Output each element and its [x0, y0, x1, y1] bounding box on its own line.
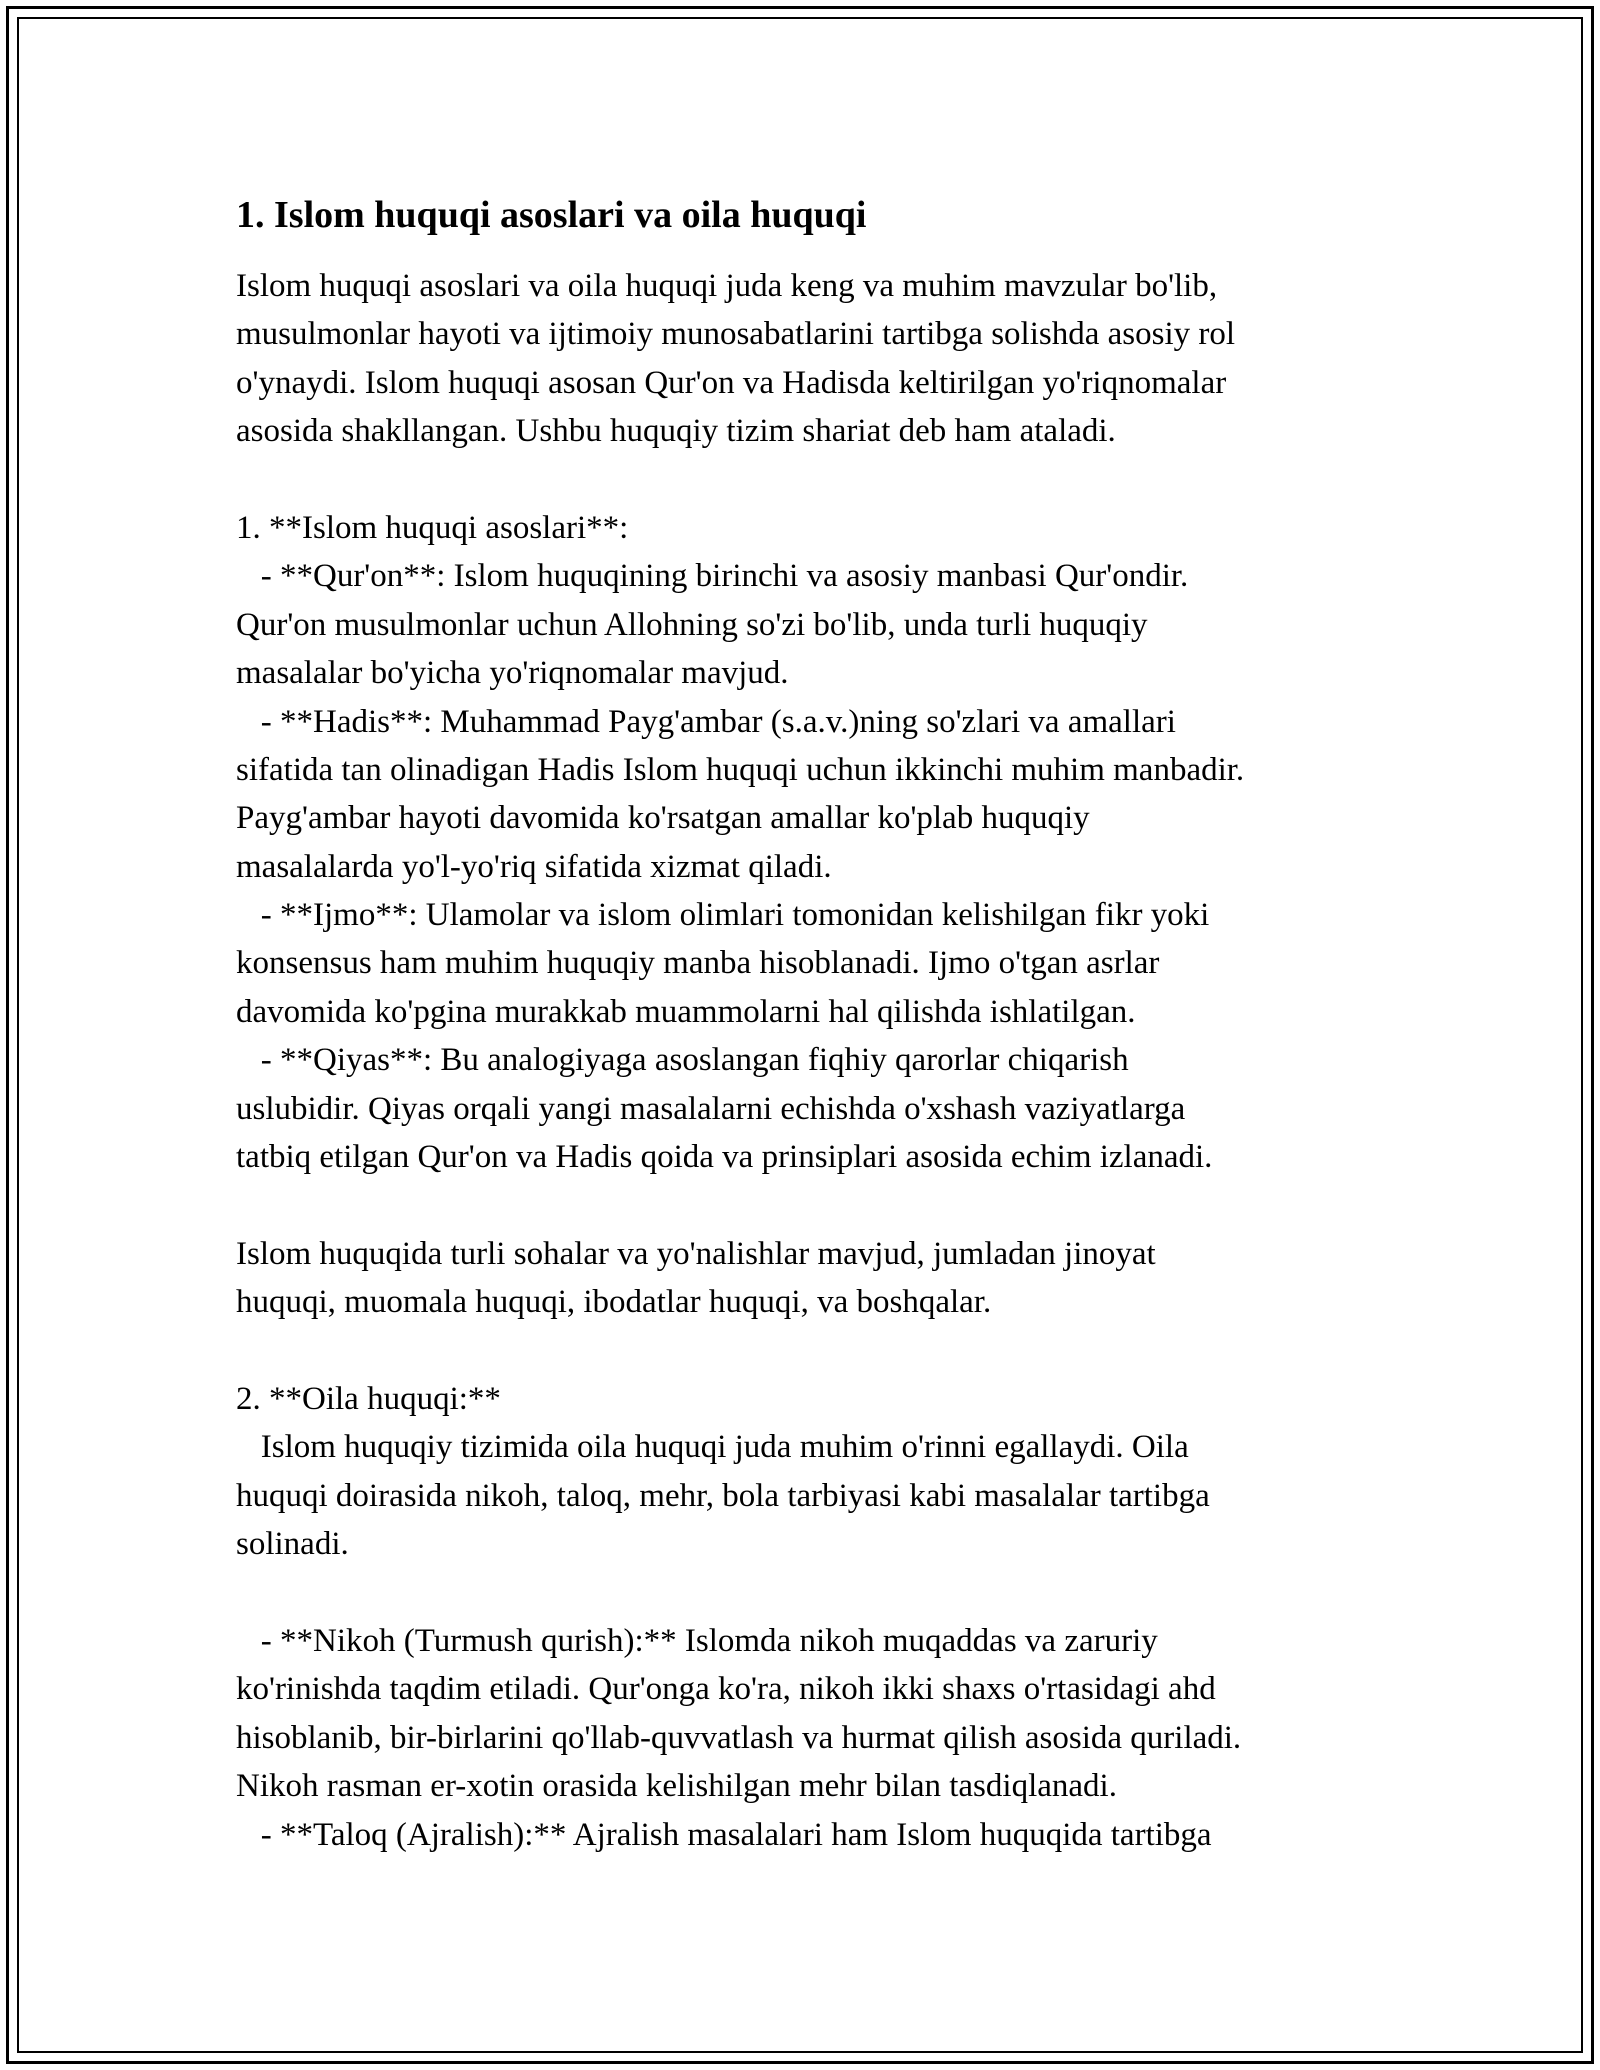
blank-line: [236, 456, 1386, 504]
document-body: [236, 190, 1386, 1859]
text-line: Qur'on musulmonlar uchun Allohning so'zi bo'lib, unda turli huquqiy: [236, 606, 1148, 643]
text-line: ko'rinishda taqdim etiladi. Qur'onga ko'ra, nikoh ikki shaxs o'rtasidagi ahd: [236, 1671, 1216, 1708]
text-line: solinadi.: [236, 1526, 349, 1563]
list-item: - **Qiyas**: Bu analogiyaga asoslangan fiqhiy qarorlar chiqarish: [236, 1042, 1129, 1079]
document-text: [236, 262, 1386, 1859]
text-line: davomida ko'pgina murakkab muammolarni hal qilishda ishlatilgan.: [236, 993, 1136, 1030]
text-line: Nikoh rasman er-xotin orasida kelishilgan mehr bilan tasdiqlanadi.: [236, 1768, 1117, 1805]
list-item: - **Ijmo**: Ulamolar va islom olimlari tomonidan kelishilgan fikr yoki: [236, 897, 1210, 934]
document-title: 1. Islom huquqi asoslari va oila huquqi: [236, 194, 867, 236]
text-line: Islom huquqi asoslari va oila huquqi juda keng va muhim mavzular bo'lib,: [236, 268, 1218, 304]
text-line: sifatida tan olinadigan Hadis Islom huquqi uchun ikkinchi muhim manbadir.: [236, 751, 1245, 788]
list-item: - **Qur'on**: Islom huquqining birinchi va asosiy manbasi Qur'ondir.: [236, 558, 1189, 595]
text-line: huquqi, muomala huquqi, ibodatlar huquqi, va boshqalar.: [236, 1284, 992, 1321]
text-line: musulmonlar hayoti va ijtimoiy munosabatlarini tartibga solishda asosiy rol: [236, 316, 1236, 353]
text-line: masalalarda yo'l-yo'riq sifatida xizmat qiladi.: [236, 848, 832, 885]
text-line: huquqi doirasida nikoh, taloq, mehr, bola tarbiyasi kabi masalalar tartibga: [236, 1477, 1210, 1514]
list-item: - **Taloq (Ajralish):** Ajralish masalalari ham Islom huquqida tartibga: [236, 1816, 1212, 1853]
text-line: konsensus ham muhim huquqiy manba hisoblanadi. Ijmo o'tgan asrlar: [236, 945, 1160, 982]
text-line: uslubidir. Qiyas orqali yangi masalalarni echishda o'xshash vaziyatlarga: [236, 1090, 1186, 1127]
blank-line: [236, 1327, 1386, 1375]
text-line: Payg'ambar hayoti davomida ko'rsatgan amallar ko'plab huquqiy: [236, 800, 1090, 837]
blank-line: [236, 1181, 1386, 1229]
text-line: hisoblanib, bir-birlarini qo'llab-quvvatlash va hurmat qilish asosida quriladi.: [236, 1719, 1242, 1756]
list-item: - **Nikoh (Turmush qurish):** Islomda nikoh muqaddas va zaruriy: [236, 1622, 1158, 1659]
section-heading: 2. **Oila huquqi:**: [236, 1380, 501, 1417]
list-item: - **Hadis**: Muhammad Payg'ambar (s.a.v.)ning so'zlari va amallari: [236, 703, 1176, 740]
section-heading: 1. **Islom huquqi asoslari**:: [236, 509, 629, 546]
text-line: Islom huquqida turli sohalar va yo'nalishlar mavjud, jumladan jinoyat: [236, 1235, 1156, 1272]
text-line: masalalar bo'yicha yo'riqnomalar mavjud.: [236, 655, 789, 692]
blank-line: [236, 1569, 1386, 1617]
text-line: asosida shakllangan. Ushbu huquqiy tizim shariat deb ham ataladi.: [236, 413, 1116, 450]
text-line: o'ynaydi. Islom huquqi asosan Qur'on va Hadisda keltirilgan yo'riqnomalar: [236, 364, 1227, 401]
text-line: tatbiq etilgan Qur'on va Hadis qoida va prinsiplari asosida echim izlanadi.: [236, 1139, 1213, 1176]
text-line: Islom huquqiy tizimida oila huquqi juda muhim o'rinni egallaydi. Oila: [236, 1429, 1189, 1466]
